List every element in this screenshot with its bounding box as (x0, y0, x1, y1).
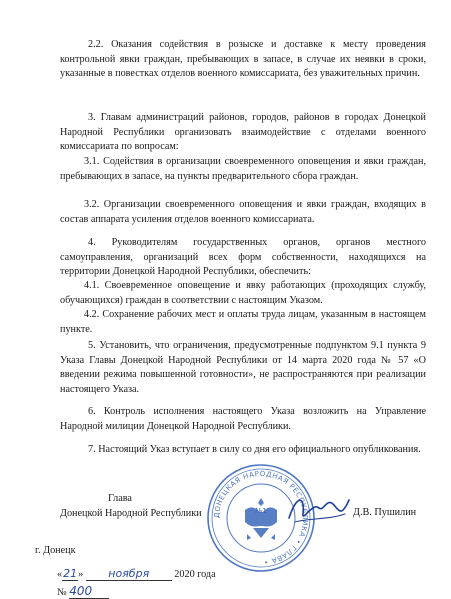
paragraph-4 (60, 236, 426, 280)
date-open-quote: « (57, 569, 63, 580)
date-year: 2020 года (174, 569, 216, 580)
signatory-title-line2: Донецкой Народной Республики (60, 507, 202, 519)
seal-center-text: №1 (255, 507, 267, 515)
paragraph-3-1: 3.1. Содействия в организации своевременного оповещения и явки граждан, пребывающих в запасе, на пункты предварительного сбора граждан. (60, 156, 426, 182)
paragraph-7-text: 7. Настоящий Указ вступает в силу со дня его официального опубликования. (88, 444, 421, 455)
paragraph-6 (60, 405, 426, 434)
paragraph-4-2: 4.2. Сохранение рабочих мест и оплаты труда лицам, указанным в настоящем пункте. (60, 309, 426, 335)
paragraph-4-text: 4. Руководителям государственных органов, органов местного самоуправления, организаций всех форм собственности, находящихся на территории Донецкой Народной Республики, обеспечить: (60, 237, 426, 277)
paragraph-5-text: 5. Установить, что ограничения, предусмотренные подпунктом 9.1 пункта 9 Указа Главы Донецкой Народной Республики от 14 марта 2020 года № 57 «О введении режима повышенной готовности», не распространяются при реализации настоящего Указа. (60, 340, 426, 395)
signing-date (57, 567, 216, 581)
paragraph-3-text: 3. Главам администраций районов, городов, районов в городах Донецкой Народной Республики организовать взаимодействие с отделами военного комиссариата по вопросам: (60, 112, 426, 152)
paragraph-3 (60, 111, 426, 155)
signatory-title (60, 492, 202, 521)
paragraph-2-2 (60, 38, 426, 82)
paragraph-5 (60, 339, 426, 397)
handwritten-signature-icon (283, 488, 353, 530)
number-value: 400 (69, 584, 109, 599)
paragraph-4-1: 4.1. Своевременное оповещение и явку работающих (проходящих службу, обучающихся) граждан в соответствии с настоящим Указом. (60, 280, 426, 306)
double-eagle-emblem-icon (245, 498, 277, 540)
signatory-name: Д.В. Пушилин (353, 507, 417, 518)
number-sign: № (57, 587, 67, 598)
date-close-quote: » (78, 569, 84, 580)
place-of-signing: г. Донецк (35, 545, 76, 556)
paragraph-6-text: 6. Контроль исполнения настоящего Указа возложить на Управление Народной милиции Донецкой Народной Республики. (60, 406, 426, 432)
seal-ring-text: ДОНЕЦКАЯ НАРОДНАЯ РЕСПУБЛИКА • ГЛАВА • (212, 469, 310, 566)
signatory-title-line1: Глава (108, 493, 132, 504)
paragraph-3-2: 3.2. Организации своевременного оповещения и явки граждан, входящих в состав аппарата усиления отделов военного комиссариата. (60, 199, 426, 225)
paragraph-7 (60, 443, 426, 458)
date-month: ноября (86, 567, 172, 581)
paragraph-2-2-text: 2.2. Оказания содействия в розыске и доставке к месту проведения контрольной явки граждан, пребывающих в запасе, в случае их неявки в сроки, указанные в повестках отделов военного комиссариата, без уважительных причин. (60, 39, 426, 79)
date-day: 21 (63, 567, 78, 580)
